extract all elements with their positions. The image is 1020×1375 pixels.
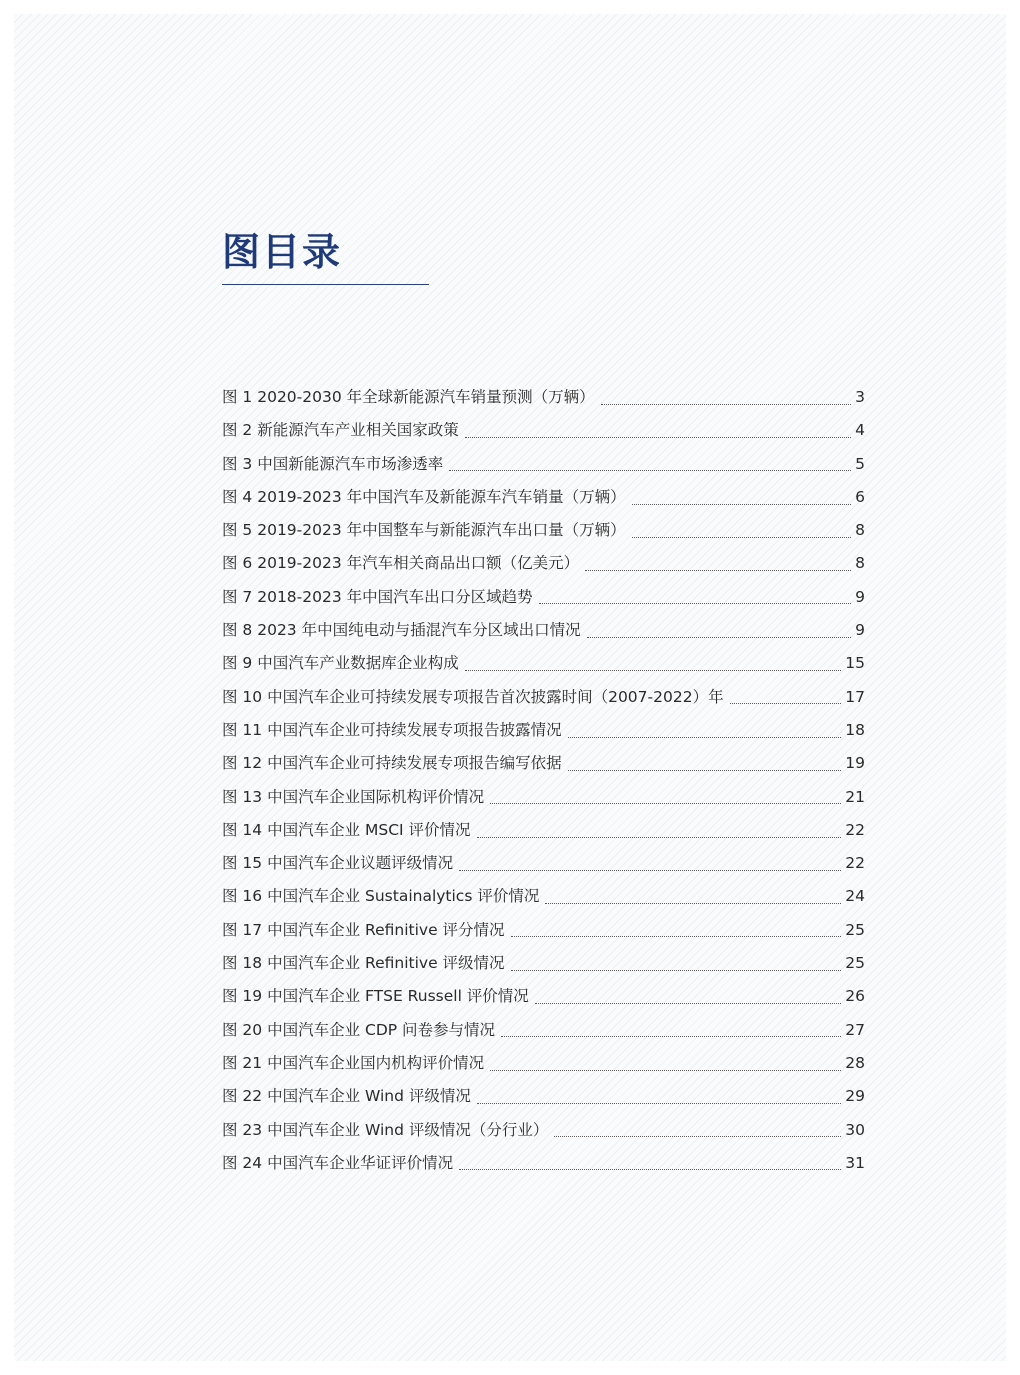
toc-entry-page: 21 (845, 787, 865, 806)
figure-list (222, 385, 865, 1184)
toc-entry-label: 图 19 中国汽车企业 FTSE Russell 评价情况 (222, 987, 529, 1006)
toc-entry-page: 22 (845, 854, 865, 873)
toc-dot-leader (587, 636, 852, 638)
toc-entry-page: 28 (845, 1053, 865, 1072)
toc-dot-leader (501, 1035, 841, 1037)
toc-entry-figure-15[interactable] (222, 851, 865, 884)
toc-entry-page: 15 (845, 654, 865, 673)
page-title: 图目录 (222, 230, 343, 274)
toc-dot-leader (632, 536, 851, 538)
toc-dot-leader (632, 503, 851, 505)
toc-entry-figure-21[interactable] (222, 1051, 865, 1084)
toc-dot-leader (539, 602, 851, 604)
toc-dot-leader (465, 436, 851, 438)
toc-entry-label: 图 9 中国汽车产业数据库企业构成 (222, 654, 459, 673)
toc-entry-page: 3 (855, 388, 865, 406)
toc-entry-label: 图 10 中国汽车企业可持续发展专项报告首次披露时间（2007-2022）年 (222, 687, 724, 706)
toc-entry-label: 图 24 中国汽车企业华证评价情况 (222, 1153, 454, 1172)
toc-entry-page: 17 (845, 687, 865, 706)
toc-entry-label: 图 6 2019-2023 年汽车相关商品出口额（亿美元） (222, 554, 580, 573)
toc-entry-label: 图 14 中国汽车企业 MSCI 评价情况 (222, 820, 471, 839)
toc-entry-label: 图 15 中国汽车企业议题评级情况 (222, 854, 454, 873)
toc-entry-page: 19 (845, 754, 865, 773)
toc-dot-leader (449, 469, 851, 471)
toc-dot-leader (477, 836, 842, 838)
toc-dot-leader (568, 769, 842, 771)
toc-entry-figure-17[interactable] (222, 918, 865, 951)
toc-entry-figure-5[interactable] (222, 518, 865, 551)
toc-entry-figure-10[interactable] (222, 685, 865, 718)
toc-entry-page: 8 (855, 554, 865, 573)
toc-entry-figure-9[interactable] (222, 651, 865, 684)
toc-entry-figure-12[interactable] (222, 751, 865, 784)
toc-entry-figure-14[interactable] (222, 818, 865, 851)
toc-dot-leader (490, 1069, 841, 1071)
toc-entry-page: 9 (855, 587, 865, 606)
toc-entry-figure-2[interactable] (222, 418, 865, 451)
toc-entry-label: 图 8 2023 年中国纯电动与插混汽车分区域出口情况 (222, 621, 581, 640)
title-underline (222, 284, 429, 285)
toc-entry-page: 4 (855, 421, 865, 440)
toc-entry-label: 图 5 2019-2023 年中国整车与新能源汽车出口量（万辆） (222, 521, 626, 540)
toc-entry-figure-23[interactable] (222, 1118, 865, 1151)
toc-dot-leader (545, 902, 841, 904)
toc-entry-label: 图 4 2019-2023 年中国汽车及新能源车汽车销量（万辆） (222, 487, 626, 506)
toc-dot-leader (535, 1002, 841, 1004)
toc-entry-figure-1[interactable] (222, 385, 865, 418)
toc-entry-page: 29 (845, 1087, 865, 1106)
toc-dot-leader (568, 736, 842, 738)
toc-entry-figure-8[interactable] (222, 618, 865, 651)
toc-entry-figure-16[interactable] (222, 884, 865, 917)
toc-entry-figure-11[interactable] (222, 718, 865, 751)
toc-entry-page: 22 (845, 820, 865, 839)
toc-entry-page: 25 (845, 920, 865, 939)
toc-dot-leader (511, 969, 842, 971)
toc-entry-page: 9 (855, 621, 865, 640)
toc-entry-label: 图 20 中国汽车企业 CDP 问卷参与情况 (222, 1020, 496, 1039)
toc-entry-label: 图 7 2018-2023 年中国汽车出口分区域趋势 (222, 587, 533, 606)
toc-entry-page: 6 (855, 487, 865, 506)
toc-entry-page: 27 (845, 1020, 865, 1039)
toc-entry-label: 图 2 新能源汽车产业相关国家政策 (222, 421, 459, 440)
toc-entry-figure-22[interactable] (222, 1084, 865, 1117)
toc-entry-page: 8 (855, 521, 865, 540)
toc-entry-label: 图 12 中国汽车企业可持续发展专项报告编写依据 (222, 754, 562, 773)
toc-dot-leader (730, 702, 842, 704)
toc-entry-label: 图 21 中国汽车企业国内机构评价情况 (222, 1053, 485, 1072)
toc-dot-leader (477, 1102, 841, 1104)
toc-entry-label: 图 17 中国汽车企业 Refinitive 评分情况 (222, 920, 505, 939)
toc-dot-leader (459, 1168, 841, 1170)
toc-entry-figure-7[interactable] (222, 585, 865, 618)
toc-entry-page: 30 (845, 1120, 865, 1139)
toc-entry-page: 26 (845, 987, 865, 1006)
toc-entry-page: 31 (845, 1153, 865, 1172)
toc-entry-label: 图 23 中国汽车企业 Wind 评级情况（分行业） (222, 1120, 549, 1139)
toc-dot-leader (459, 869, 841, 871)
toc-entry-figure-18[interactable] (222, 951, 865, 984)
toc-entry-label: 图 22 中国汽车企业 Wind 评级情况 (222, 1087, 471, 1106)
toc-entry-page: 5 (855, 454, 865, 473)
toc-dot-leader (601, 403, 851, 405)
toc-entry-label: 图 18 中国汽车企业 Refinitive 评级情况 (222, 954, 505, 973)
toc-entry-figure-4[interactable] (222, 485, 865, 518)
toc-dot-leader (465, 669, 842, 671)
toc-entry-figure-6[interactable] (222, 551, 865, 584)
toc-entry-figure-20[interactable] (222, 1018, 865, 1051)
toc-entry-label: 图 3 中国新能源汽车市场渗透率 (222, 454, 444, 473)
toc-entry-figure-3[interactable] (222, 452, 865, 485)
toc-dot-leader (554, 1135, 841, 1137)
toc-dot-leader (490, 802, 841, 804)
toc-dot-leader (511, 935, 842, 937)
toc-entry-figure-13[interactable] (222, 785, 865, 818)
toc-entry-page: 25 (845, 954, 865, 973)
toc-entry-page: 18 (845, 720, 865, 739)
toc-entry-figure-24[interactable] (222, 1151, 865, 1184)
toc-entry-label: 图 16 中国汽车企业 Sustainalytics 评价情况 (222, 887, 540, 906)
toc-entry-label: 图 1 2020-2030 年全球新能源汽车销量预测（万辆） (222, 388, 595, 406)
toc-entry-label: 图 13 中国汽车企业国际机构评价情况 (222, 787, 485, 806)
toc-dot-leader (585, 569, 851, 571)
toc-entry-figure-19[interactable] (222, 984, 865, 1017)
toc-entry-page: 24 (845, 887, 865, 906)
toc-entry-label: 图 11 中国汽车企业可持续发展专项报告披露情况 (222, 720, 562, 739)
